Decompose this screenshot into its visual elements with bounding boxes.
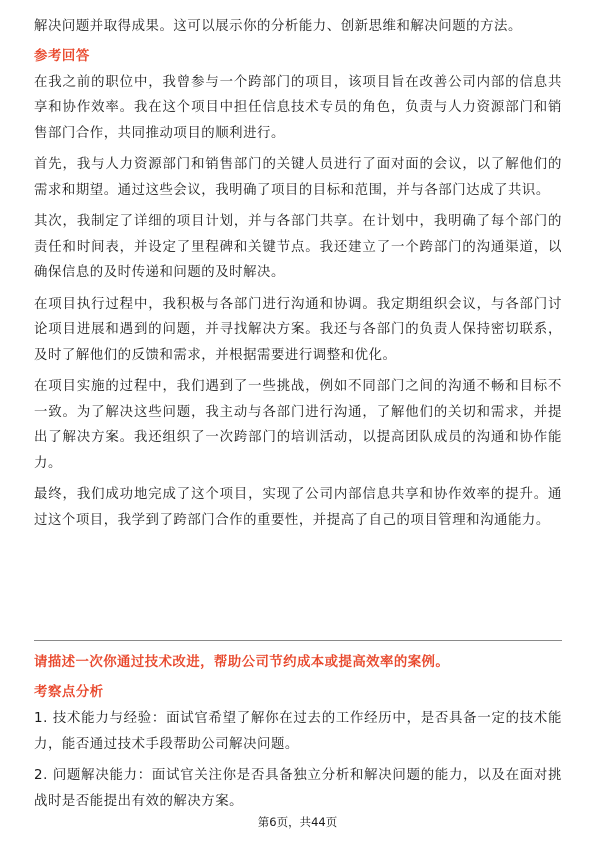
answer-paragraph: 在我之前的职位中，我曾参与一个跨部门的项目，该项目旨在改善公司内部的信息共享和协作效率。我在这个项目中担任信息技术专员的角色，负责与人力资源部门和销售部门合作，共同推动项目的顺利进行。 [34,74,562,141]
analysis-heading: 考察点分析 [34,685,104,700]
answer-paragraph: 首先，我与人力资源部门和销售部门的关键人员进行了面对面的会议，以了解他们的需求和期望。通过这些会议，我明确了项目的目标和范围，并与各部门达成了共识。 [34,157,562,198]
section-divider [34,640,562,641]
answer-paragraph: 在项目执行过程中，我积极与各部门进行沟通和协调。我定期组织会议，与各部门讨论项目进展和遇到的问题，并寻找解决方案。我还与各部门的负责人保持密切联系，及时了解他们的反馈和需求，并根据需要进行调整和优化。 [34,296,562,363]
intro-line: 解决问题并取得成果。这可以展示你的分析能力、创新思维和解决问题的方法。 [34,19,522,34]
question-title: 请描述一次你通过技术改进，帮助公司节约成本或提高效率的案例。 [34,655,450,670]
analysis-point: 2. 问题解决能力：面试官关注你是否具备独立分析和解决问题的能力，以及在面对挑战时是否能提出有效的解决方案。 [34,768,562,809]
page-number: 第6页，共44页 [257,815,338,829]
answer-paragraph: 最终，我们成功地完成了这个项目，实现了公司内部信息共享和协作效率的提升。通过这个项目，我学到了跨部门合作的重要性，并提高了自己的项目管理和沟通能力。 [34,487,562,528]
answer-paragraph: 在项目实施的过程中，我们遇到了一些挑战，例如不同部门之间的沟通不畅和目标不一致。为了解决这些问题，我主动与各部门进行沟通，了解他们的关切和需求，并提出了解决方案。我还组织了一次跨部门的培训活动，以提高团队成员的沟通和协作能力。 [34,379,562,471]
reference-answer-heading: 参考回答 [34,48,90,64]
next-question-section [34,652,562,820]
analysis-point: 1. 技术能力与经验：面试官希望了解你在过去的工作经历中，是否具备一定的技术能力，能否通过技术手段帮助公司解决问题。 [34,711,562,752]
answer-paragraph: 其次，我制定了详细的项目计划，并与各部门共享。在计划中，我明确了每个部门的责任和时间表，并设定了里程碑和关键节点。我还建立了一个跨部门的沟通渠道，以确保信息的及时传递和问题的及时解决。 [34,214,562,280]
document-body [34,14,562,539]
